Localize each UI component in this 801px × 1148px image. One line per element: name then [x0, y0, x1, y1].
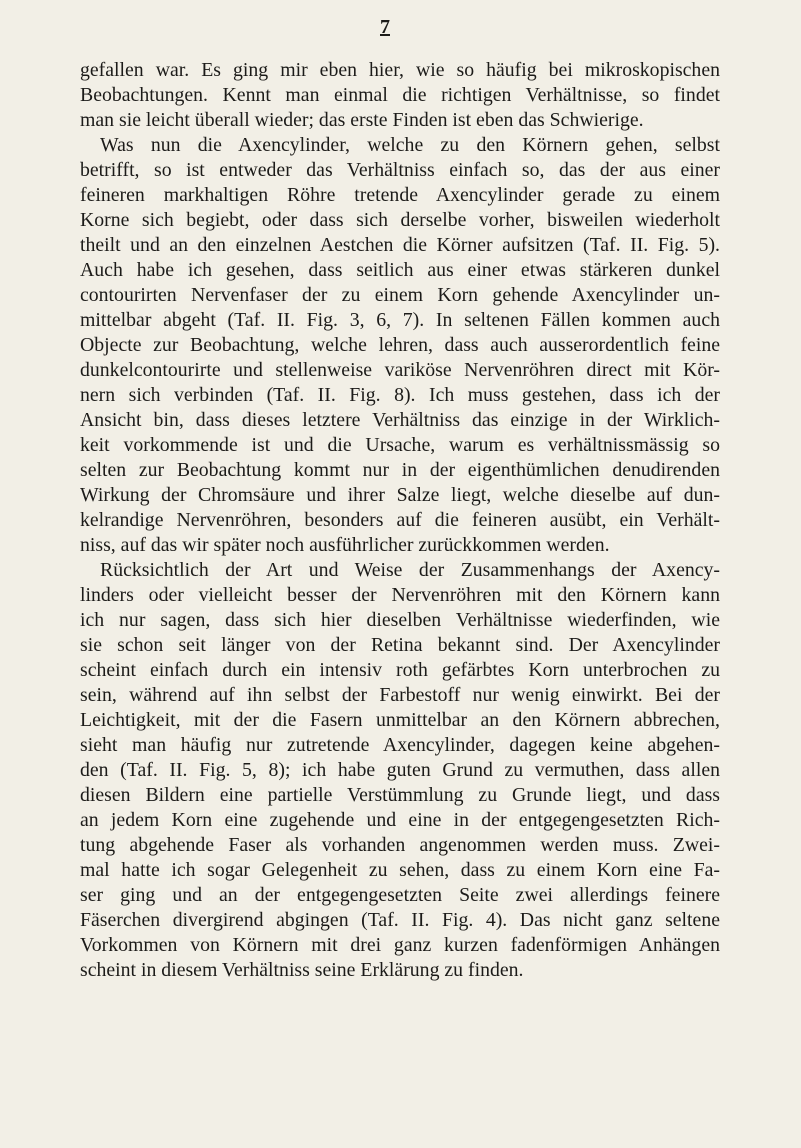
- text-line: feineren markhaltigen Röhre tretende Axencylinder gerade zu einem: [80, 184, 720, 206]
- text-line: sein, während auf ihn selbst der Farbestoff nur wenig einwirkt. Bei der: [80, 684, 720, 706]
- text-line: dunkelcontourirte und stellenweise variköse Nervenröhren direct mit Kör-: [80, 359, 720, 381]
- text-line: sieht man häufig nur zutretende Axencylinder, dagegen keine abgehen-: [80, 734, 720, 756]
- text-line: Vorkommen von Körnern mit drei ganz kurzen fadenförmigen Anhängen: [80, 934, 720, 956]
- text-line: diesen Bildern eine partielle Verstümmlung zu Grunde liegt, und dass: [80, 784, 720, 806]
- text-line: Auch habe ich gesehen, dass seitlich aus einer etwas stärkeren dunkel: [80, 259, 720, 281]
- text-line: mal hatte ich sogar Gelegenheit zu sehen, dass zu einem Korn eine Fa-: [80, 859, 720, 881]
- text-line: betrifft, so ist entweder das Verhältniss einfach so, das der aus einer: [80, 159, 720, 181]
- text-line: Korne sich begiebt, oder dass sich derselbe vorher, bisweilen wiederholt: [80, 209, 720, 231]
- text-line: tung abgehende Faser als vorhanden angenommen werden muss. Zwei-: [80, 834, 720, 856]
- text-line: gefallen war. Es ging mir eben hier, wie so häufig bei mikroskopischen: [80, 59, 720, 81]
- text-line: mittelbar abgeht (Taf. II. Fig. 3, 6, 7). In seltenen Fällen kommen auch: [80, 309, 720, 331]
- text-line: linders oder vielleicht besser der Nervenröhren mit den Körnern kann: [80, 584, 720, 606]
- text-line: scheint einfach durch ein intensiv roth gefärbtes Korn unterbrochen zu: [80, 659, 720, 681]
- text-line: den (Taf. II. Fig. 5, 8); ich habe guten Grund zu vermuthen, dass allen: [80, 759, 720, 781]
- text-line: sie schon seit länger von der Retina bekannt sind. Der Axencylinder: [80, 634, 720, 656]
- text-line: scheint in diesem Verhältniss seine Erklärung zu finden.: [80, 959, 524, 981]
- text-line: selten zur Beobachtung kommt nur in der eigenthümlichen denudirenden: [80, 459, 720, 481]
- text-line: contourirten Nervenfaser der zu einem Korn gehende Axencylinder un-: [80, 284, 720, 306]
- text-line: keit vorkommende ist und die Ursache, warum es verhältnissmässig so: [80, 434, 720, 456]
- text-line: Leichtigkeit, mit der die Fasern unmittelbar an den Körnern abbrechen,: [80, 709, 720, 731]
- text-line: theilt und an den einzelnen Aestchen die Körner aufsitzen (Taf. II. Fig. 5).: [80, 234, 720, 256]
- text-line: Ansicht bin, dass dieses letztere Verhältniss das einzige in der Wirklich-: [80, 409, 720, 431]
- text-line: Beobachtungen. Kennt man einmal die richtigen Verhältnisse, so findet: [80, 84, 720, 106]
- text-line: man sie leicht überall wieder; das erste Finden ist eben das Schwierige.: [80, 109, 644, 131]
- text-line: kelrandige Nervenröhren, besonders auf die feineren ausübt, ein Verhält-: [80, 509, 720, 531]
- text-line: niss, auf das wir später noch ausführlicher zurückkommen werden.: [80, 534, 610, 556]
- text-line: Rücksichtlich der Art und Weise der Zusammenhangs der Axency-: [100, 559, 720, 581]
- page-number: 7: [380, 16, 390, 38]
- text-line: ich nur sagen, dass sich hier dieselben Verhältnisse wiederfinden, wie: [80, 609, 720, 631]
- body-text: [80, 58, 720, 983]
- text-line: nern sich verbinden (Taf. II. Fig. 8). Ich muss gestehen, dass ich der: [80, 384, 720, 406]
- text-line: Fäserchen divergirend abgingen (Taf. II. Fig. 4). Das nicht ganz seltene: [80, 909, 720, 931]
- text-line: Was nun die Axencylinder, welche zu den Körnern gehen, selbst: [100, 134, 720, 156]
- text-line: Objecte zur Beobachtung, welche lehren, dass auch ausserordentlich feine: [80, 334, 720, 356]
- text-line: ser ging und an der entgegengesetzten Seite zwei allerdings feinere: [80, 884, 720, 906]
- text-line: an jedem Korn eine zugehende und eine in der entgegengesetzten Rich-: [80, 809, 720, 831]
- text-line: Wirkung der Chromsäure und ihrer Salze liegt, welche dieselbe auf dun-: [80, 484, 720, 506]
